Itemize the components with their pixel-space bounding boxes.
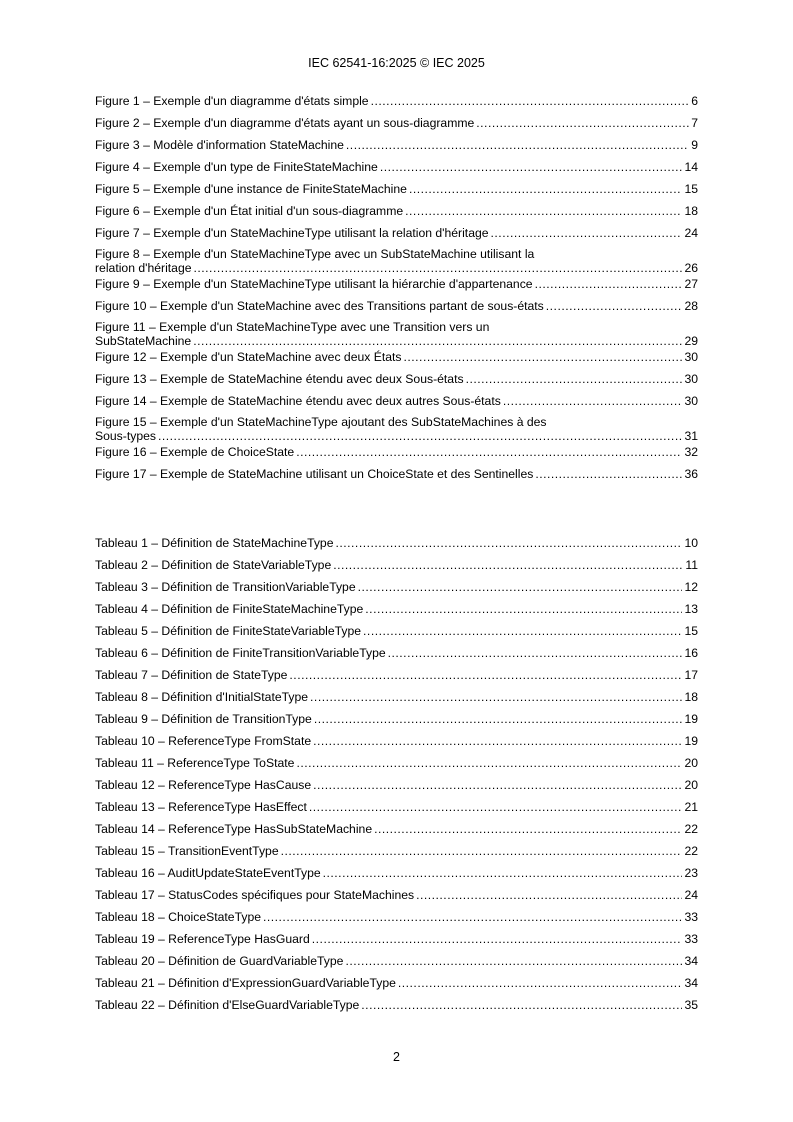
entry-page-number: 33	[684, 932, 698, 946]
dot-leader	[296, 445, 682, 459]
entry-title: Tableau 9 – Définition de TransitionType	[95, 712, 312, 726]
entry-title: Tableau 8 – Définition d'InitialStateType	[95, 690, 309, 704]
entry-title: Tableau 2 – Définition de StateVariableType	[95, 558, 332, 572]
figure-entry[interactable]	[95, 466, 698, 488]
dot-leader	[409, 182, 683, 196]
entry-page-number: 27	[684, 277, 698, 291]
dot-leader	[374, 822, 682, 836]
table-entry[interactable]	[95, 777, 698, 799]
entry-title: Figure 13 – Exemple de StateMachine étendu avec deux Sous-états	[95, 372, 464, 386]
dot-leader	[281, 844, 683, 858]
entry-page-number: 15	[684, 182, 698, 196]
table-entry[interactable]	[95, 579, 698, 601]
entry-title: Tableau 17 – StatusCodes spécifiques pour StateMachines	[95, 888, 415, 902]
entry-page-number: 19	[684, 734, 698, 748]
entry-page-number: 16	[684, 646, 698, 660]
entry-page-number: 11	[685, 558, 698, 572]
dot-leader	[371, 94, 690, 108]
entry-title: Tableau 15 – TransitionEventType	[95, 844, 279, 858]
entry-title: Figure 14 – Exemple de StateMachine étendu avec deux autres Sous-états	[95, 394, 501, 408]
entry-page-number: 29	[684, 334, 698, 348]
entry-page-number: 10	[684, 536, 698, 550]
table-entry[interactable]	[95, 931, 698, 953]
table-entry[interactable]	[95, 755, 698, 777]
dot-leader	[361, 998, 682, 1012]
table-entry[interactable]	[95, 667, 698, 689]
entry-title: Tableau 1 – Définition de StateMachineType	[95, 536, 334, 550]
dot-leader	[296, 756, 682, 770]
entry-title: Tableau 16 – AuditUpdateStateEventType	[95, 866, 321, 880]
entry-page-number: 20	[684, 778, 698, 792]
table-entry[interactable]	[95, 601, 698, 623]
table-entry[interactable]	[95, 799, 698, 821]
entry-title: Tableau 18 – ChoiceStateType	[95, 910, 261, 924]
page-header: IEC 62541-16:2025 © IEC 2025	[308, 56, 485, 70]
dot-leader	[193, 334, 682, 348]
entry-page-number: 31	[684, 429, 698, 443]
entry-title: Figure 2 – Exemple d'un diagramme d'états ayant un sous-diagramme	[95, 116, 475, 130]
dot-leader	[503, 394, 683, 408]
entry-page-number: 35	[684, 998, 698, 1012]
dot-leader	[466, 372, 683, 386]
entry-title: Tableau 11 – ReferenceType ToState	[95, 756, 295, 770]
dot-leader	[313, 734, 682, 748]
dot-leader	[404, 350, 683, 364]
entry-page-number: 12	[684, 580, 698, 594]
figure-entry[interactable]	[95, 203, 698, 225]
table-entry[interactable]	[95, 711, 698, 733]
table-entry[interactable]	[95, 645, 698, 667]
entry-page-number: 14	[684, 160, 698, 174]
dot-leader	[313, 778, 682, 792]
entry-title: Tableau 13 – ReferenceType HasEffect	[95, 800, 307, 814]
entry-title: Tableau 4 – Définition de FiniteStateMachineType	[95, 602, 364, 616]
entry-page-number: 26	[684, 261, 698, 275]
dot-leader	[346, 138, 689, 152]
entry-title: Tableau 21 – Définition d'ExpressionGuardVariableType	[95, 976, 396, 990]
table-entry[interactable]	[95, 997, 698, 1019]
entry-title: Tableau 10 – ReferenceType FromState	[95, 734, 312, 748]
dot-leader	[333, 558, 683, 572]
dot-leader	[476, 116, 689, 130]
entry-title: Tableau 22 – Définition d'ElseGuardVariableType	[95, 998, 360, 1012]
entry-page-number: 22	[684, 844, 698, 858]
dot-leader	[310, 690, 682, 704]
dot-leader	[158, 429, 682, 443]
entry-page-number: 28	[684, 299, 698, 313]
dot-leader	[323, 866, 683, 880]
entry-page-number: 33	[684, 910, 698, 924]
entry-title: Tableau 6 – Définition de FiniteTransitionVariableType	[95, 646, 386, 660]
dot-leader	[289, 668, 682, 682]
entry-title: Figure 5 – Exemple d'une instance de FiniteStateMachine	[95, 182, 407, 196]
figure-entry[interactable]	[95, 115, 698, 137]
dot-leader	[380, 160, 683, 174]
table-entry[interactable]	[95, 535, 698, 557]
entry-title-continued: relation d'héritage	[95, 261, 192, 275]
figure-entry[interactable]	[95, 137, 698, 159]
dot-leader	[312, 932, 683, 946]
entry-title: Tableau 5 – Définition de FiniteStateVariableType	[95, 624, 362, 638]
entry-page-number: 24	[684, 226, 698, 240]
figure-entry[interactable]	[95, 371, 698, 393]
entry-page-number: 9	[691, 138, 698, 152]
entry-page-number: 18	[684, 204, 698, 218]
figure-entry[interactable]	[95, 93, 698, 115]
entry-title: Figure 8 – Exemple d'un StateMachineType avec un SubStateMachine utilisant la	[95, 247, 535, 261]
entry-title-continued: Sous-types	[95, 429, 156, 443]
entry-title: Figure 12 – Exemple d'un StateMachine avec deux États	[95, 350, 402, 364]
entry-page-number: 22	[684, 822, 698, 836]
entry-title: Figure 6 – Exemple d'un État initial d'un sous-diagramme	[95, 204, 404, 218]
dot-leader	[546, 299, 683, 313]
entry-page-number: 32	[684, 445, 698, 459]
entry-page-number: 34	[684, 954, 698, 968]
dot-leader	[416, 888, 682, 902]
dot-leader	[535, 467, 682, 481]
table-entry[interactable]	[95, 689, 698, 711]
entry-title: Tableau 14 – ReferenceType HasSubStateMachine	[95, 822, 373, 836]
entry-page-number: 17	[684, 668, 698, 682]
figure-entry[interactable]	[95, 298, 698, 320]
entry-title-continued: SubStateMachine	[95, 334, 192, 348]
dot-leader	[314, 712, 683, 726]
entry-page-number: 15	[684, 624, 698, 638]
figure-entry[interactable]	[95, 349, 698, 371]
table-entry[interactable]	[95, 953, 698, 975]
dot-leader	[398, 976, 683, 990]
figure-entry[interactable]	[95, 247, 698, 276]
table-entry[interactable]	[95, 623, 698, 645]
dot-leader	[358, 580, 683, 594]
table-entry[interactable]	[95, 557, 698, 579]
entry-page-number: 13	[684, 602, 698, 616]
entry-page-number: 34	[684, 976, 698, 990]
figure-entry[interactable]	[95, 181, 698, 203]
dot-leader	[491, 226, 683, 240]
figure-entry[interactable]	[95, 320, 698, 349]
figure-entry[interactable]	[95, 276, 698, 298]
table-entry[interactable]	[95, 975, 698, 997]
dot-leader	[388, 646, 683, 660]
entry-page-number: 30	[684, 372, 698, 386]
figure-entry[interactable]	[95, 444, 698, 466]
entry-title: Tableau 19 – ReferenceType HasGuard	[95, 932, 310, 946]
figure-entry[interactable]	[95, 393, 698, 415]
dot-leader	[263, 910, 682, 924]
entry-title: Figure 1 – Exemple d'un diagramme d'états simple	[95, 94, 369, 108]
entry-title: Figure 16 – Exemple de ChoiceState	[95, 445, 295, 459]
entry-page-number: 24	[684, 888, 698, 902]
entry-page-number: 21	[684, 800, 698, 814]
entry-page-number: 19	[684, 712, 698, 726]
entry-title: Figure 7 – Exemple d'un StateMachineType utilisant la relation d'héritage	[95, 226, 489, 240]
entry-page-number: 6	[691, 94, 698, 108]
table-entry[interactable]	[95, 821, 698, 843]
entry-page-number: 23	[684, 866, 698, 880]
entry-title: Figure 9 – Exemple d'un StateMachineType utilisant la hiérarchie d'appartenance	[95, 277, 533, 291]
table-entry[interactable]	[95, 865, 698, 887]
entry-page-number: 20	[684, 756, 698, 770]
page-number: 2	[393, 1050, 400, 1064]
dot-leader	[365, 602, 682, 616]
dot-leader	[336, 536, 683, 550]
entry-title: Figure 17 – Exemple de StateMachine utilisant un ChoiceState et des Sentinelles	[95, 467, 534, 481]
entry-title: Tableau 12 – ReferenceType HasCause	[95, 778, 312, 792]
table-entry[interactable]	[95, 843, 698, 865]
dot-leader	[309, 800, 683, 814]
entry-page-number: 30	[684, 394, 698, 408]
entry-title: Figure 10 – Exemple d'un StateMachine avec des Transitions partant de sous-états	[95, 299, 544, 313]
figure-entry[interactable]	[95, 225, 698, 247]
entry-title: Figure 4 – Exemple d'un type de FiniteStateMachine	[95, 160, 378, 174]
dot-leader	[405, 204, 682, 218]
table-entry[interactable]	[95, 887, 698, 909]
dot-leader	[194, 261, 683, 275]
figure-entry[interactable]	[95, 159, 698, 181]
entry-title: Tableau 20 – Définition de GuardVariableType	[95, 954, 344, 968]
table-entry[interactable]	[95, 733, 698, 755]
list-of-tables	[95, 535, 698, 1019]
list-of-figures	[95, 93, 698, 488]
entry-page-number: 18	[684, 690, 698, 704]
entry-page-number: 30	[684, 350, 698, 364]
entry-page-number: 7	[691, 116, 698, 130]
table-entry[interactable]	[95, 909, 698, 931]
entry-title: Figure 11 – Exemple d'un StateMachineType avec une Transition vers un	[95, 320, 490, 334]
dot-leader	[363, 624, 682, 638]
entry-page-number: 36	[684, 467, 698, 481]
entry-title: Tableau 7 – Définition de StateType	[95, 668, 288, 682]
figure-entry[interactable]	[95, 415, 698, 444]
entry-title: Figure 3 – Modèle d'information StateMachine	[95, 138, 344, 152]
dot-leader	[345, 954, 682, 968]
entry-title: Figure 15 – Exemple d'un StateMachineType ajoutant des SubStateMachines à des	[95, 415, 547, 429]
entry-title: Tableau 3 – Définition de TransitionVariableType	[95, 580, 356, 594]
dot-leader	[535, 277, 683, 291]
